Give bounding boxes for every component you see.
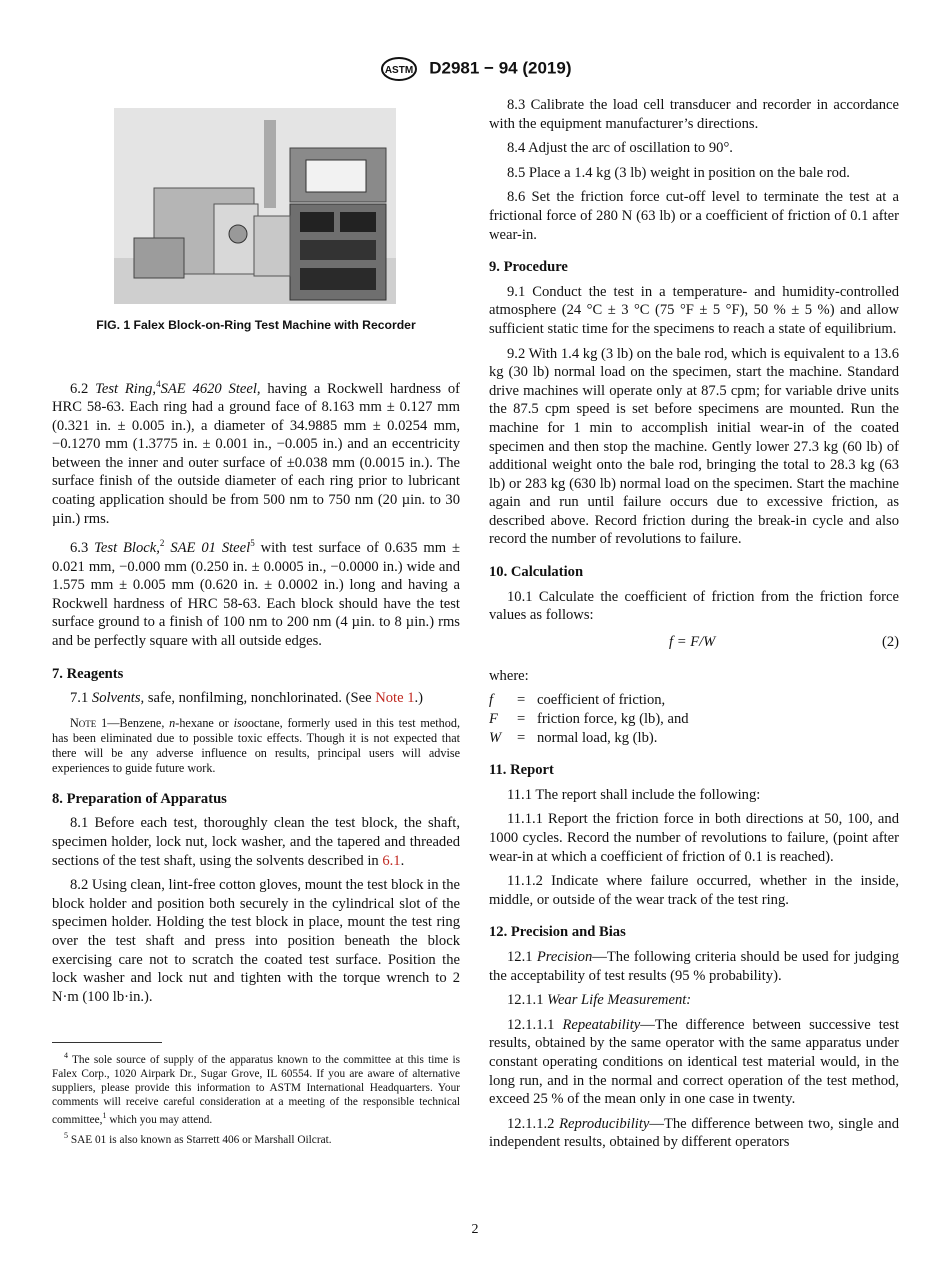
paragraph-12-1-1-2: 12.1.1.2 Reproducibility—The difference between two, single and independent results, obtained by different operators <box>489 1115 899 1151</box>
paragraph-8-5: 8.5 Place a 1.4 kg (3 lb) weight in position on the bale rod. <box>507 164 850 181</box>
section-12-heading: 12. Precision and Bias <box>489 924 626 941</box>
footnote-4: $^4$ The sole source of supply of the apparatus known to the committee at this time is Falex Corp., 1020 Airpark Dr., Sugar Grove, IL 60554. If you are aware of alternative suppliers, please provide this information to ASTM International Headquarters. Your comments will receive careful consideration at a meeting of the responsible technical committee,$^1$ which you may attend. <box>52 1051 460 1126</box>
paragraph-10-1: 10.1 Calculate the coefficient of friction from the friction force values as follows: <box>489 588 899 624</box>
figure-photo <box>114 108 396 304</box>
paragraph-11-1-2: 11.1.2 Indicate where failure occurred, whether in the inside, middle, or outside of the wear track of the test ring. <box>489 873 899 908</box>
section-9-heading: 9. Procedure <box>489 259 568 276</box>
equation-formula: f = F/W <box>669 633 716 650</box>
paragraph-8-6: 8.6 Set the friction force cut-off level to terminate the test at a frictional force of 280 N (63 lb) or a coefficient of friction of 0.1 after wear-in. <box>489 189 899 243</box>
svg-text:ASTM: ASTM <box>384 65 413 76</box>
paragraph-12-1-1: 12.1.1 Wear Life Measurement: <box>507 992 692 1009</box>
paragraph-8-2: 8.2 Using clean, lint-free cotton gloves, mount the test block in the block holder and position both securely in the cylindrical slot of the specimen holder. Holding the test block in place, mount the test ring over the test shaft and press into position beneath the block exercising care not to scratch the coated test surface. Position the lock washer and lock nut and tighten with the torque wrench to 2 N·m (100 lb·in.). <box>52 877 460 1005</box>
paragraph-8-4: 8.4 Adjust the arc of oscillation to 90°. <box>507 140 733 157</box>
paragraph-11-1: 11.1 The report shall include the following: <box>507 786 761 803</box>
footnote-5: $^5$ SAE 01 is also known as Starrett 406 or Marshall Oilcrat. <box>64 1130 332 1146</box>
right-column <box>489 96 899 1158</box>
footnote-divider <box>52 1042 162 1043</box>
section-10-heading: 10. Calculation <box>489 564 584 581</box>
paragraph-9-1: 9.1 Conduct the test in a temperature- and humidity-controlled atmosphere (24 °C ± 3 °C (75 °F ± 5 °F), 50 % ± 5 %) and allow sufficient static time for the specimens to reach a state of equilibrium. <box>489 283 899 337</box>
equation-2 <box>489 631 899 657</box>
section-11-heading: 11. Report <box>489 762 554 779</box>
definition-row: f = coefficient of friction, <box>489 692 666 709</box>
section-7-heading: 7. Reagents <box>52 665 124 682</box>
paragraph-9-2: 9.2 With 1.4 kg (3 lb) on the bale rod, which is equivalent to a 13.6 kg (30 lb) normal load on the specimen, start the machine. Standard drive machines will operate only at 87.5 cpm; for variable drive units the 87.5 cpm speed is set before specimens are mounted. Run the machine for 1 min to accomplish initial wear-in of the coated specimen and then stop the machine. Gently lower 27.3 kg (60 lb) of additional weight onto the bale rod, bringing the total to 28.3 kg (63 lb) or 283 kg (630 lb) normal load on the specimen. Start the machine again and run until failure occurs due to excessive friction, as described above. Record friction during the break-in cycle and also record the number of revolutions to failure. <box>489 345 899 548</box>
section-6-1-link[interactable]: 6.1 <box>382 852 401 869</box>
variable-definitions <box>489 691 899 747</box>
left-column <box>52 96 460 1149</box>
paragraph-6-2: 6.2 Test Ring,$^4$SAE 4620 Steel, having a Rockwell hardness of HRC 58-63. Each ring had a ground face of 8.163 mm ± 0.127 mm (0.321 in. ± 0.005 in.), a diameter of 34.9885 mm ± 0.0254 mm, −0.1270 mm (1.3775 in. ± 0.001 in., −0.005 in.) and an eccentricity between the inner and outer surface of ±0.038 mm (0.0015 in.). The surface finish of the outside diameter of each ring prior to lubricant coating application should be from 500 nm to 750 nm (20 µin. to 30 µin.) rms. <box>52 378 460 527</box>
designation: D2981 − 94 (2019) <box>429 58 572 78</box>
definition-row: F = friction force, kg (lb), and <box>489 711 689 728</box>
astm-logo-icon <box>379 56 419 82</box>
section-8-heading: 8. Preparation of Apparatus <box>52 790 227 807</box>
paragraph-7-1: 7.1 Solvents, safe, nonfilming, nonchlorinated. (See Note 1.) <box>70 690 424 707</box>
paragraph-8-3: 8.3 Calibrate the load cell transducer and recorder in accordance with the equipment manufacturer’s directions. <box>489 97 899 132</box>
note-1: Note 1—Benzene, n-hexane or isooctane, formerly used in this test method, has been eliminated due to possible toxic effects. Though it is not expected that there will be any adverse influence on results, principal users will advise experiences to guide future work. <box>52 715 460 775</box>
paragraph-8-1: 8.1 Before each test, thoroughly clean the test block, the shaft, specimen holder, lock nut, lock washer, and the tapered and threaded sections of the test shaft, using the solvents described in 6.1. <box>52 815 460 869</box>
paragraph-11-1-1: 11.1.1 Report the friction force in both directions at 50, 100, and 1000 cycles. Record the number of revolutions to failure, (point after wear-in at which a coefficient of friction of 0.1 is reached). <box>489 811 899 865</box>
figure-caption: FIG. 1 Falex Block-on-Ring Test Machine with Recorder <box>96 318 416 332</box>
equation-number: (2) <box>881 633 899 650</box>
page-number: 2 <box>471 1222 479 1237</box>
page-header <box>0 56 950 82</box>
where-label: where: <box>489 667 529 684</box>
note-1-link[interactable]: Note 1 <box>375 690 415 707</box>
paragraph-12-1-1-1: 12.1.1.1 Repeatability—The difference between successive test results, obtained by the same operator with the same apparatus under constant operating conditions on identical test material would, in the long run, and in the normal and correct operation of the test method, exceed 25 % of the mean only in one case in twenty. <box>489 1016 899 1108</box>
paragraph-12-1: 12.1 Precision—The following criteria should be used for judging the acceptability of test results (95 % probability). <box>489 948 899 984</box>
test-machine-image <box>114 108 396 304</box>
definition-row: W = normal load, kg (lb). <box>489 729 658 746</box>
paragraph-6-3: 6.3 Test Block,$^2$ SAE 01 Steel$^5$ with test surface of 0.635 mm ± 0.021 mm, −0.000 mm (0.250 in. ± 0.0005 in., −0.0000 in.) wide and 1.575 mm ± 0.005 mm (0.620 in. ± 0.0002 in.) long and having a Rockwell hardness of HRC 58-63. Each block should have the test surface ground to a finish of 100 nm to 200 nm (4 µin. to 8 µin.) rms and be perfectly square with all outside edges. <box>52 538 460 650</box>
